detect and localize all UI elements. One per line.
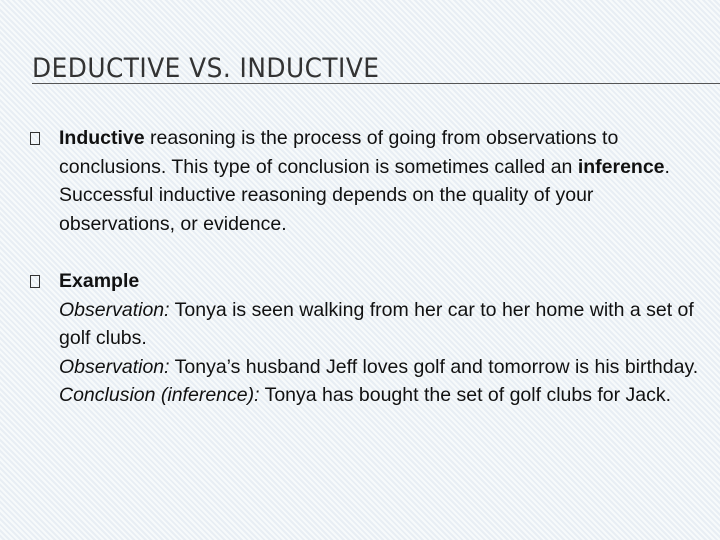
conclusion-text: Tonya has bought the set of golf clubs for Jack. <box>259 384 672 406</box>
definition-text-end: . Successful inductive reasoning depends on the quality of your observations, or evidence. <box>59 155 670 235</box>
observation-1-text: Tonya is seen walking from her car to her home with a set of golf clubs. <box>59 298 694 349</box>
bullet-box-icon <box>30 275 40 288</box>
title-row <box>32 50 720 88</box>
conclusion <box>59 381 700 410</box>
conclusion-label: Conclusion (inference): <box>59 384 260 406</box>
term-inductive: Inductive <box>59 127 145 149</box>
term-inference: inference <box>577 155 665 178</box>
observation-2-label: Observation: <box>59 355 170 378</box>
definition-text: reasoning is the process of going from observations to conclusions. This type of conclusion is sometimes called an <box>59 127 619 178</box>
bullet-inductive-definition <box>30 124 700 238</box>
observation-1-label: Observation: <box>59 298 170 321</box>
bullet-list <box>30 124 700 410</box>
observation-2 <box>59 353 700 382</box>
observation-2-text: Tonya’s husband Jeff loves golf and tomorrow is his birthday. <box>169 355 699 378</box>
slide-title: DEDUCTIVE VS. INDUCTIVE <box>32 53 380 84</box>
bullet-example <box>30 267 700 410</box>
example-heading: Example <box>59 270 140 292</box>
observation-1 <box>59 296 700 353</box>
bullet-box-icon <box>30 132 40 145</box>
title-underline <box>32 83 720 84</box>
